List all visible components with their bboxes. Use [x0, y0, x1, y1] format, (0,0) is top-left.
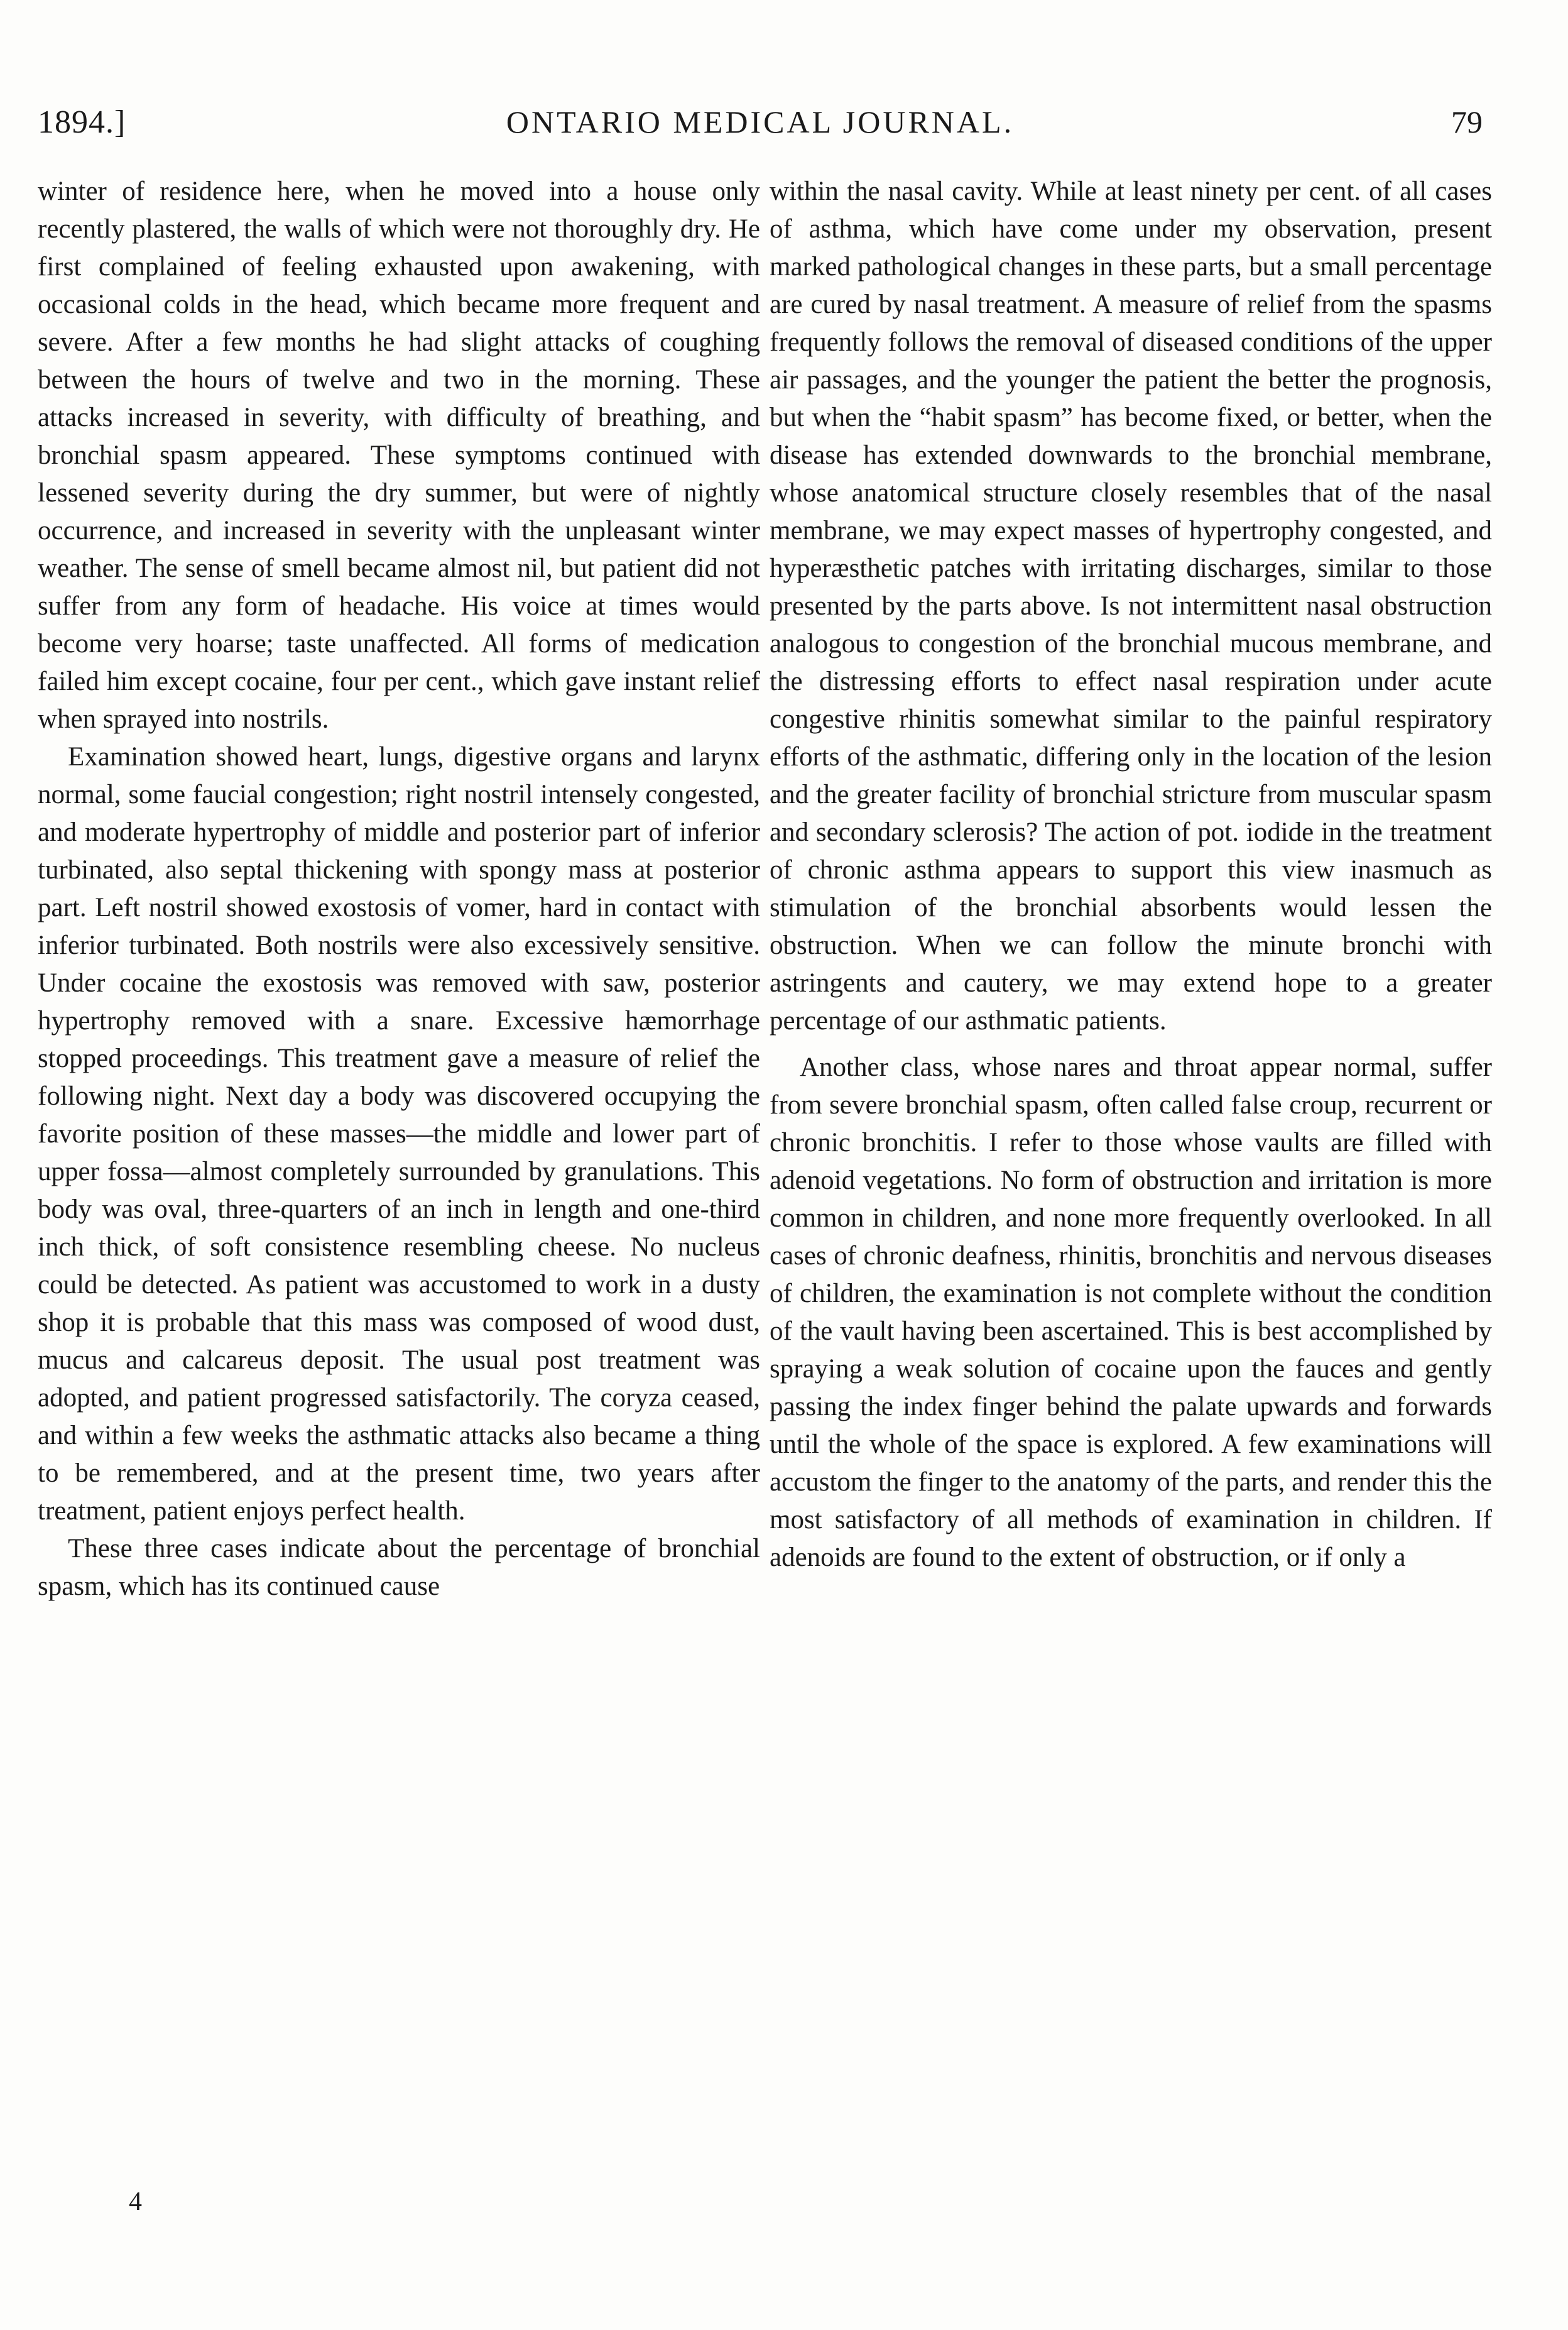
signature-mark: 4 [129, 2187, 142, 2216]
journal-title: ONTARIO MEDICAL JOURNAL. [506, 104, 1015, 139]
left-paragraph-1: winter of residence here, when he moved into a house only recently plastered, the walls of which were not thoroughly dry. He first complained of feeling exhausted upon awakening, with occasional colds in the head, which became more frequent and severe. After a few months he had slight attacks of coughing between the hours of twelve and two in the morning. These attacks increased in severity, with difficulty of breathing, and bronchial spasm appeared. These symptoms continued with lessened severity during the dry summer, but were of nightly occurrence, and increased in severity with the unpleasant winter weather. The sense of smell became almost nil, but patient did not suffer from any form of headache. His voice at times would become very hoarse; taste unaffected. All forms of medication failed him except cocaine, four per cent., which gave instant relief when sprayed into nostrils. [38, 177, 760, 734]
right-paragraph-2: Another class, whose nares and throat appear normal, suffer from severe bronchial spasm, often called false croup, recurrent or chronic bronchitis. I refer to those whose vaults are filled with adenoid vegetations. No form of obstruction and irritation is more common in children, and none more frequently overlooked. In all cases of chronic deafness, rhinitis, bronchitis and nervous diseases of children, the examination is not complete without the condition of the vault having been ascertained. This is best accomplished by spraying a weak solution of cocaine upon the fauces and gently passing the index finger behind the palate upwards and forwards until the whole of the space is explored. A few examinations will accustom the finger to the anatomy of the parts, and render this the most satisfactory of all methods of examination in children. If adenoids are found to the extent of obstruction, or if only a [770, 1053, 1492, 1572]
header-year: 1894.] [38, 104, 126, 140]
running-head [38, 104, 1483, 154]
right-column [770, 173, 1492, 1577]
left-paragraph-3: These three cases indicate about the percentage of bronchial spasm, which has its continued cause [38, 1534, 760, 1601]
left-paragraph-2: Examination showed heart, lungs, digestive organs and larynx normal, some faucial congestion; right nostril intensely congested, and moderate hypertrophy of middle and posterior part of inferior turbinated, also septal thickening with spongy mass at posterior part. Left nostril showed exostosis of vomer, hard in contact with inferior turbinated. Both nostrils were also excessively sensitive. Under cocaine the exostosis was removed with saw, posterior hypertrophy removed with a snare. Excessive hæmorrhage stopped proceedings. This treatment gave a measure of relief the following night. Next day a body was discovered occupying the favorite position of these masses—the middle and lower part of upper fossa—almost completely surrounded by granulations. This body was oval, three-quarters of an inch in length and one-third inch thick, of soft consistence resembling cheese. No nucleus could be detected. As patient was accustomed to work in a dusty shop it is probable that this mass was composed of wood dust, mucus and calcareus deposit. The usual post treatment was adopted, and patient progressed satisfactorily. The coryza ceased, and within a few weeks the asthmatic attacks also became a thing to be remembered, and at the present time, two years after treatment, patient enjoys perfect health. [38, 742, 760, 1526]
right-paragraph-1: within the nasal cavity. While at least ninety per cent. of all cases of asthma, which have come under my observation, present marked pathological changes in these parts, but a small percentage are cured by nasal treatment. A measure of relief from the spasms frequently follows the removal of diseased conditions of the upper air passages, and the younger the patient the better the prognosis, but when the “habit spasm” has become fixed, or better, when the disease has extended downwards to the bronchial membrane, whose anatomical structure closely resembles that of the nasal membrane, we may expect masses of hypertrophy congested, and hyperæsthetic patches with irritating discharges, similar to those presented by the parts above. Is not intermittent nasal obstruction analogous to congestion of the bronchial mucous membrane, and the distressing efforts to effect nasal respiration under acute congestive rhinitis somewhat similar to the painful respiratory efforts of the asthmatic, differing only in the location of the lesion and the greater facility of bronchial stricture from muscular spasm and secondary sclerosis? The action of pot. iodide in the treatment of chronic asthma appears to support this view inasmuch as stimulation of the bronchial absorbents would lessen the obstruction. When we can follow the minute bronchi with astringents and cautery, we may extend hope to a greater percentage of our asthmatic patients. [770, 177, 1492, 1036]
left-column [38, 173, 760, 1605]
page-number: 79 [1451, 104, 1483, 139]
